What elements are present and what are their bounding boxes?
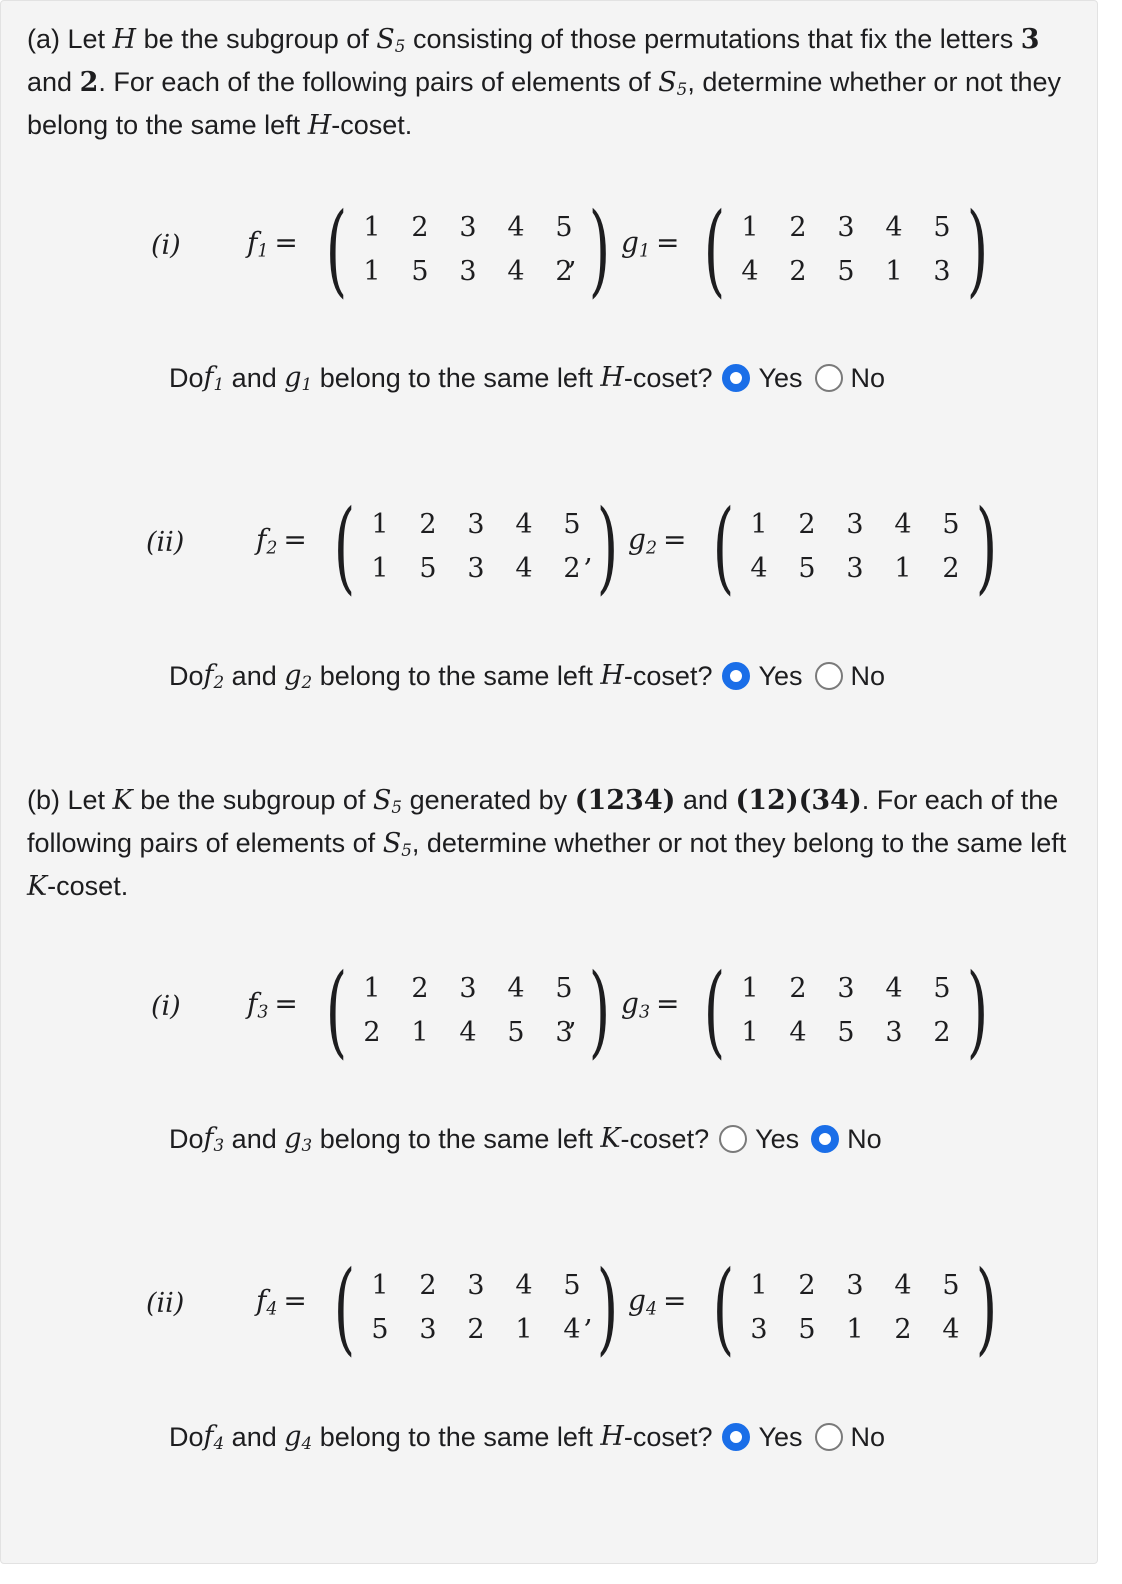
no-label[interactable]: No	[850, 661, 886, 691]
matrix-entry: 4	[459, 1017, 477, 1048]
subgroup-symbol: H	[600, 1421, 624, 1452]
f-matrix-entries	[356, 1264, 596, 1352]
matrix-entry: 4	[507, 973, 525, 1004]
g-permutation-matrix	[704, 1249, 1006, 1366]
permutation-pair-row	[1, 1249, 1097, 1366]
subgroup-symbol: H	[600, 362, 624, 393]
left-paren: (	[325, 191, 348, 308]
no-radio-button[interactable]	[815, 662, 843, 690]
f-symbol: $f_2$	[203, 660, 225, 693]
matrix-entry: 2	[419, 1270, 437, 1301]
text: Do	[169, 1124, 204, 1154]
matrix-entry: 1	[363, 256, 381, 287]
text: consisting of those permutations that fix the letters	[405, 24, 1021, 54]
text: and	[27, 67, 80, 97]
g-matrix-entries	[726, 967, 966, 1055]
generator-cycle: (1234)	[574, 785, 676, 816]
text: and	[224, 363, 285, 393]
matrix-entry: 4	[515, 553, 533, 584]
fixed-letter: 2	[79, 67, 99, 98]
matrix-entry: 1	[371, 553, 389, 584]
text: (a) Let	[27, 24, 113, 54]
yes-label[interactable]: Yes	[758, 1422, 803, 1452]
matrix-entry: 3	[846, 1270, 864, 1301]
left-paren: (	[333, 488, 356, 605]
coset-question	[169, 655, 887, 697]
matrix-entry: 3	[467, 1270, 485, 1301]
comma: ,	[584, 535, 593, 568]
text: -coset?	[623, 1422, 713, 1452]
matrix-entry: 4	[515, 509, 533, 540]
matrix-entry: 1	[363, 212, 381, 243]
matrix-entry: 4	[894, 1270, 912, 1301]
matrix-entry: 2	[563, 553, 581, 584]
matrix-entry: 1	[750, 509, 768, 540]
matrix-entry: 4	[894, 509, 912, 540]
yes-label[interactable]: Yes	[758, 661, 803, 691]
text: -coset?	[623, 363, 713, 393]
matrix-entry: 3	[459, 212, 477, 243]
text: belong to the same left	[312, 661, 601, 691]
matrix-entry: 4	[515, 1270, 533, 1301]
item-number: (ii)	[146, 1288, 185, 1319]
matrix-entry: 5	[942, 509, 960, 540]
left-paren: (	[333, 1249, 356, 1366]
text: belong to the same left	[312, 1422, 601, 1452]
g-label: $g_2$ =	[628, 523, 687, 559]
yes-radio-button[interactable]	[722, 1423, 750, 1451]
text: and	[224, 661, 285, 691]
text: be the subgroup of	[132, 785, 373, 815]
no-label[interactable]: No	[847, 1124, 882, 1154]
f-label: $f_3$ =	[247, 987, 298, 1023]
symmetric-group-symbol: $S_5$	[382, 828, 412, 861]
matrix-entry: 1	[371, 1270, 389, 1301]
matrix-entry: 3	[837, 973, 855, 1004]
matrix-entry: 1	[741, 1017, 759, 1048]
g-permutation-matrix	[704, 488, 1006, 605]
yes-radio-button[interactable]	[722, 364, 750, 392]
left-paren: (	[712, 1249, 735, 1366]
text: Do	[169, 1422, 204, 1452]
no-radio-button[interactable]	[815, 1423, 843, 1451]
text: and	[224, 1124, 285, 1154]
matrix-entry: 5	[563, 1270, 581, 1301]
matrix-entry: 2	[798, 1270, 816, 1301]
matrix-entry: 3	[846, 509, 864, 540]
coset-question	[169, 1118, 884, 1160]
matrix-entry: 5	[507, 1017, 525, 1048]
matrix-entry: 5	[798, 553, 816, 584]
text: belong to the same left	[312, 363, 601, 393]
matrix-entry: 4	[563, 1314, 581, 1345]
fixed-letter: 3	[1020, 24, 1040, 55]
matrix-entry: 5	[555, 212, 573, 243]
subgroup-symbol-k: K	[112, 785, 133, 816]
matrix-entry: 5	[563, 509, 581, 540]
symmetric-group-symbol: $S_5$	[658, 67, 688, 100]
text: . For each of the following pairs of elements of	[98, 67, 659, 97]
matrix-entry: 2	[942, 553, 960, 584]
coset-question	[169, 357, 887, 399]
coset-question	[169, 1416, 887, 1458]
generator-cycle: (12)(34)	[735, 785, 862, 816]
matrix-entry: 5	[419, 553, 437, 584]
matrix-entry: 1	[371, 509, 389, 540]
right-paren: )	[966, 191, 989, 308]
matrix-entry: 2	[555, 256, 573, 287]
matrix-entry: 5	[837, 1017, 855, 1048]
text: -coset.	[47, 871, 129, 901]
part-a-intro	[27, 18, 1067, 147]
text: , determine whether or not they belong to the same left	[411, 828, 1067, 858]
left-paren: (	[703, 952, 726, 1069]
matrix-entry: 5	[942, 1270, 960, 1301]
comma: ,	[568, 238, 577, 271]
no-label[interactable]: No	[850, 1422, 886, 1452]
matrix-entry: 3	[750, 1314, 768, 1345]
matrix-entry: 4	[741, 256, 759, 287]
item-number: (ii)	[146, 527, 185, 558]
g-symbol: $g_2$	[284, 660, 313, 693]
f-matrix-entries	[348, 967, 588, 1055]
matrix-entry: 2	[467, 1314, 485, 1345]
matrix-entry: 2	[411, 973, 429, 1004]
matrix-entry: 2	[789, 212, 807, 243]
yes-radio-button[interactable]	[722, 662, 750, 690]
matrix-entry: 2	[933, 1017, 951, 1048]
item-number: (i)	[151, 230, 181, 261]
text: -coset.	[331, 110, 413, 140]
matrix-entry: 5	[837, 256, 855, 287]
matrix-entry: 4	[885, 212, 903, 243]
matrix-entry: 5	[933, 212, 951, 243]
g-label: $g_1$ =	[621, 226, 680, 262]
subgroup-symbol-h: H	[112, 24, 137, 55]
right-paren: )	[966, 952, 989, 1069]
matrix-entry: 3	[467, 509, 485, 540]
no-radio-button[interactable]	[811, 1125, 839, 1153]
part-b-intro	[27, 779, 1067, 908]
text: , determine whether or not they belong to the same left	[27, 67, 1062, 140]
g-matrix-entries	[735, 503, 975, 591]
matrix-entry: 2	[894, 1314, 912, 1345]
f-symbol: $f_4$	[203, 1421, 225, 1454]
text: and	[675, 785, 736, 815]
g-symbol: $g_4$	[284, 1421, 313, 1454]
permutation-pair-row	[1, 952, 1097, 1069]
symmetric-group-symbol: $S_5$	[376, 24, 406, 57]
yes-radio-button[interactable]	[719, 1125, 747, 1153]
right-paren: )	[588, 191, 611, 308]
subgroup-symbol-k: K	[27, 871, 48, 902]
matrix-entry: 4	[789, 1017, 807, 1048]
matrix-entry: 4	[885, 973, 903, 1004]
right-paren: )	[588, 952, 611, 1069]
text: (b) Let	[27, 785, 113, 815]
matrix-entry: 5	[798, 1314, 816, 1345]
matrix-entry: 1	[515, 1314, 533, 1345]
g-label: $g_4$ =	[628, 1284, 687, 1320]
matrix-entry: 5	[555, 973, 573, 1004]
left-paren: (	[712, 488, 735, 605]
g-matrix-entries	[735, 1264, 975, 1352]
matrix-entry: 2	[798, 509, 816, 540]
matrix-entry: 1	[894, 553, 912, 584]
left-paren: (	[703, 191, 726, 308]
f-label: $f_4$ =	[256, 1284, 307, 1320]
matrix-entry: 3	[933, 256, 951, 287]
matrix-entry: 1	[741, 973, 759, 1004]
text: . For each of the following pairs of elements of	[27, 785, 1059, 858]
matrix-entry: 3	[555, 1017, 573, 1048]
matrix-entry: 5	[933, 973, 951, 1004]
text: Do	[169, 363, 204, 393]
matrix-entry: 4	[507, 212, 525, 243]
subgroup-symbol: H	[600, 660, 624, 691]
text: -coset?	[623, 661, 713, 691]
matrix-entry: 1	[846, 1314, 864, 1345]
text: -coset?	[620, 1124, 710, 1154]
matrix-entry: 5	[411, 256, 429, 287]
right-paren: )	[975, 488, 998, 605]
g-matrix-entries	[726, 206, 966, 294]
g-label: $g_3$ =	[621, 987, 680, 1023]
matrix-entry: 1	[363, 973, 381, 1004]
matrix-entry: 1	[411, 1017, 429, 1048]
permutation-pair-row	[1, 488, 1097, 605]
matrix-entry: 4	[507, 256, 525, 287]
text: Do	[169, 661, 204, 691]
right-paren: )	[596, 488, 619, 605]
g-symbol: $g_1$	[284, 362, 313, 395]
text: generated by	[402, 785, 575, 815]
matrix-entry: 3	[419, 1314, 437, 1345]
comma: ,	[568, 999, 577, 1032]
matrix-entry: 2	[789, 973, 807, 1004]
matrix-entry: 2	[789, 256, 807, 287]
f-symbol: $f_3$	[203, 1123, 225, 1156]
f-permutation-matrix	[325, 488, 627, 605]
g-permutation-matrix	[695, 952, 997, 1069]
no-radio-button[interactable]	[815, 364, 843, 392]
f-label: $f_2$ =	[256, 523, 307, 559]
text: and	[224, 1422, 285, 1452]
matrix-entry: 4	[942, 1314, 960, 1345]
matrix-entry: 3	[846, 553, 864, 584]
matrix-entry: 1	[741, 212, 759, 243]
yes-label[interactable]: Yes	[755, 1124, 800, 1154]
comma: ,	[584, 1296, 593, 1329]
permutation-pair-row	[1, 191, 1097, 308]
text: be the subgroup of	[136, 24, 377, 54]
matrix-entry: 3	[467, 553, 485, 584]
g-permutation-matrix	[695, 191, 997, 308]
right-paren: )	[596, 1249, 619, 1366]
yes-label[interactable]: Yes	[758, 363, 803, 393]
text: belong to the same left	[312, 1124, 601, 1154]
matrix-entry: 5	[371, 1314, 389, 1345]
f-matrix-entries	[348, 206, 588, 294]
matrix-entry: 4	[750, 553, 768, 584]
f-symbol: $f_1$	[203, 362, 225, 395]
subgroup-symbol: K	[600, 1123, 621, 1154]
matrix-entry: 2	[363, 1017, 381, 1048]
matrix-entry: 3	[459, 256, 477, 287]
item-number: (i)	[151, 991, 181, 1022]
f-matrix-entries	[356, 503, 596, 591]
g-symbol: $g_3$	[284, 1123, 313, 1156]
left-paren: (	[325, 952, 348, 1069]
subgroup-symbol-h: H	[307, 110, 332, 141]
matrix-entry: 3	[885, 1017, 903, 1048]
matrix-entry: 1	[885, 256, 903, 287]
matrix-entry: 2	[411, 212, 429, 243]
symmetric-group-symbol: $S_5$	[372, 785, 403, 818]
matrix-entry: 1	[750, 1270, 768, 1301]
f-permutation-matrix	[325, 1249, 627, 1366]
matrix-entry: 3	[459, 973, 477, 1004]
f-label: $f_1$ =	[247, 226, 298, 262]
matrix-entry: 3	[837, 212, 855, 243]
right-paren: )	[975, 1249, 998, 1366]
matrix-entry: 2	[419, 509, 437, 540]
no-label[interactable]: No	[850, 363, 886, 393]
